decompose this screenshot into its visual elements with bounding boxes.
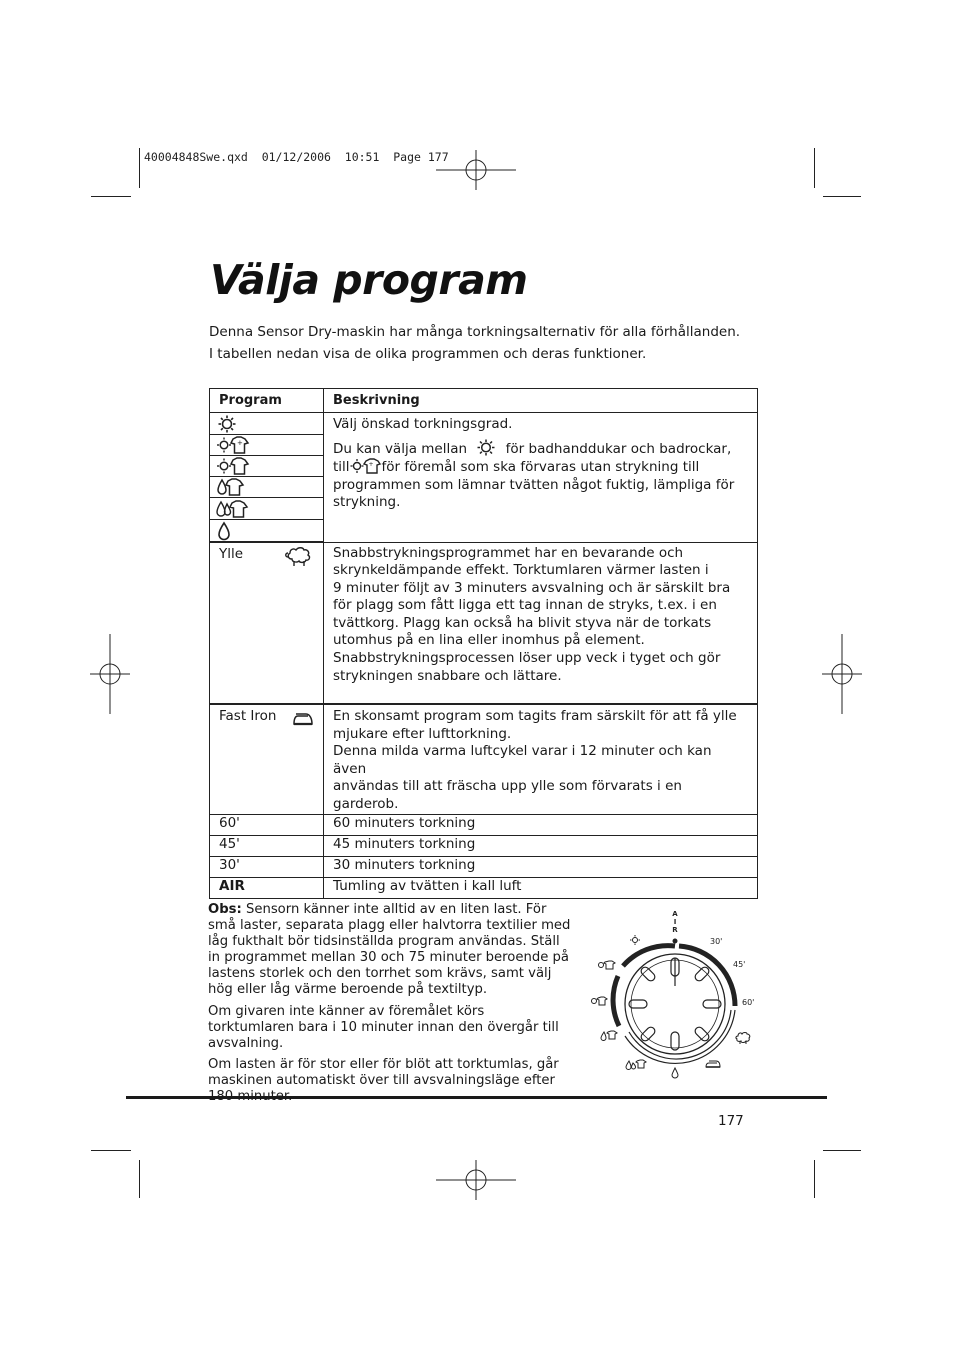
- crop-mark-tr-h: [823, 196, 861, 197]
- page-title: Välja program: [210, 256, 528, 304]
- program-cell: [210, 704, 324, 814]
- footer-rule: [126, 1096, 827, 1099]
- registration-mark-left: [90, 634, 130, 714]
- sensor-description: [324, 413, 758, 543]
- desc-line: skrynkeldämpande effekt. Torktumlaren värmer lasten i: [333, 562, 709, 579]
- note-paragraph: Om givaren inte känner av föremålet körs torktumlaren bara i 10 minuter innan den övergår till avsvalning.: [208, 1003, 559, 1051]
- table-row: [210, 814, 758, 835]
- table-row: [210, 856, 758, 877]
- desc-text: till: [333, 459, 350, 476]
- program-cell: [210, 520, 324, 543]
- cupboard-dry-icon: [592, 997, 608, 1005]
- desc-line: mjukare efter lufttorkning.: [333, 725, 512, 742]
- program-table: [209, 388, 758, 899]
- desc-line: En skonsamt program som tagits fram särskilt för att få ylle: [333, 708, 737, 724]
- program-cell: [210, 456, 324, 477]
- desc-line: tvättkorg. Plagg kan också ha blivit styva när de torkats: [333, 614, 712, 631]
- intro-text: [209, 321, 769, 365]
- crop-mark-tl-v: [139, 148, 140, 188]
- program-description: Tumling av tvätten i kall luft: [324, 877, 758, 898]
- desc-text: Du kan välja mellan: [333, 440, 468, 457]
- dial-label-45: 45': [733, 960, 746, 969]
- crop-mark-bl-h: [91, 1150, 131, 1151]
- program-description: 45 minuters torkning: [324, 835, 758, 856]
- iron-icon: [292, 711, 314, 727]
- registration-mark-right: [822, 634, 862, 714]
- cupboard-dry-plus-icon: [599, 961, 616, 969]
- program-dial: [585, 906, 765, 1082]
- extra-dry-icon: [471, 439, 501, 456]
- extra-dry-icon: [630, 935, 640, 945]
- obs-paragraph: [208, 902, 573, 999]
- program-description: 30 minuters torkning: [324, 856, 758, 877]
- intro-line: Denna Sensor Dry-maskin har många torkningsalternativ för alla förhållanden.: [209, 324, 741, 340]
- sensor-arc: [623, 946, 675, 966]
- crop-mark-tr-v: [814, 148, 815, 188]
- file-slug: 40004848Swe.qxd 01/12/2006 10:51 Page 177: [144, 150, 449, 164]
- program-cell: [210, 477, 324, 498]
- cupboard-dry-icon: [216, 457, 250, 475]
- air-letter-i: I: [673, 918, 677, 926]
- light-dry-icon: [216, 478, 250, 496]
- header-program: Program: [210, 389, 324, 413]
- air-dot: [673, 939, 678, 944]
- extra-dry-icon: [216, 415, 238, 433]
- table-row: [210, 877, 758, 898]
- crop-mark-bl-v: [139, 1160, 140, 1198]
- desc-line: strykningen snabbare och lättare.: [333, 667, 562, 684]
- desc-line: Välj önskad torkningsgrad.: [333, 416, 513, 432]
- sheep-icon: [736, 1033, 750, 1045]
- crop-mark-br-v: [814, 1160, 815, 1198]
- table-row: [210, 835, 758, 856]
- intro-line: I tabellen nedan visa de olika programmen och deras funktioner.: [209, 346, 647, 362]
- crop-mark-br-h: [823, 1150, 861, 1151]
- dial-label-30: 30': [710, 937, 723, 946]
- program-label: Fast Iron: [219, 708, 277, 724]
- svg-text:+: +: [368, 461, 374, 469]
- program-label: 45': [210, 835, 324, 856]
- iron-dry-icon: [626, 1060, 646, 1070]
- header-description: Beskrivning: [324, 389, 758, 413]
- desc-line: programmen som lämnar tvätten något fuktig, lämpliga för: [333, 476, 735, 493]
- sensor-arc: [613, 976, 619, 1026]
- table-row: [210, 542, 758, 704]
- desc-line: strykning.: [333, 494, 401, 511]
- desc-line: Snabbstrykningsprocessen löser upp veck i tyget och gör: [333, 650, 721, 667]
- damp-dry-icon: [216, 521, 236, 541]
- program-description: 60 minuters torkning: [324, 814, 758, 835]
- desc-line: för plagg som fått ligga ett tag innan de stryks, t.ex. i en: [333, 597, 717, 614]
- table-header-row: [210, 389, 758, 413]
- fast-iron-description: [324, 704, 758, 814]
- program-cell: [210, 413, 324, 435]
- registration-mark-bottom: [436, 1160, 516, 1200]
- program-label: 30': [210, 856, 324, 877]
- iron-icon: [706, 1061, 720, 1067]
- crop-mark-tl-h: [91, 196, 131, 197]
- air-letter-r: R: [672, 926, 678, 934]
- table-row: [210, 704, 758, 814]
- desc-line-with-icon: [333, 458, 748, 477]
- program-cell: [210, 542, 324, 704]
- outer-ring-inner: [629, 1010, 731, 1059]
- cupboard-dry-plus-icon: [350, 458, 382, 474]
- note-paragraph: Om lasten är för stor eller för blöt att torktumlas, går maskinen automatiskt över till avsvalningsläge efter: [208, 1056, 559, 1088]
- desc-line: Denna milda varma luftcykel varar i 12 minuter och kan även: [333, 743, 712, 777]
- sheep-icon: [284, 546, 314, 568]
- desc-text: för föremål som ska förvaras utan strykning till: [381, 459, 700, 476]
- ylle-description: [324, 542, 758, 704]
- desc-line: garderob.: [333, 795, 399, 812]
- table-row: [210, 413, 758, 435]
- svg-text:+: +: [237, 439, 243, 447]
- program-cell: [210, 435, 324, 456]
- desc-line: 9 minuter följt av 3 minuters avsvalning och är särskilt bra: [333, 579, 731, 596]
- obs-text: Sensorn känner inte alltid av en liten last. För små laster, separata plagg eller halvtorra textilier med låg fukthalt bör tidsinställda program användas. Ställ in programmet mellan 30 och 75 minuter beroende på lastens storlek och den torrhet som krävs, samt välj hög eller låg värme beroende på textiltyp.: [208, 902, 571, 998]
- damp-dry-icon: [672, 1068, 678, 1078]
- desc-line: användas till att fräscha upp ylle som förvarats i en: [333, 778, 682, 795]
- desc-line: utomhus på en lina eller inomhus på element.: [333, 632, 645, 649]
- desc-line-with-icon: [333, 439, 748, 459]
- program-label: 60': [210, 814, 324, 835]
- program-label: AIR: [210, 877, 324, 898]
- light-dry-icon: [601, 1031, 617, 1041]
- cupboard-dry-plus-icon: [216, 436, 250, 454]
- program-label: Ylle: [219, 546, 244, 562]
- notes-block: [208, 902, 573, 1110]
- air-letter-a: A: [672, 910, 678, 918]
- page-number: 177: [718, 1113, 744, 1129]
- desc-line: Snabbstrykningsprogrammet har en bevarande och: [333, 544, 684, 561]
- obs-label: Obs:: [208, 902, 242, 917]
- desc-text: för badhanddukar och badrockar,: [505, 440, 732, 457]
- dial-label-60: 60': [742, 998, 755, 1007]
- program-cell: [210, 498, 324, 520]
- iron-dry-icon: [216, 500, 252, 518]
